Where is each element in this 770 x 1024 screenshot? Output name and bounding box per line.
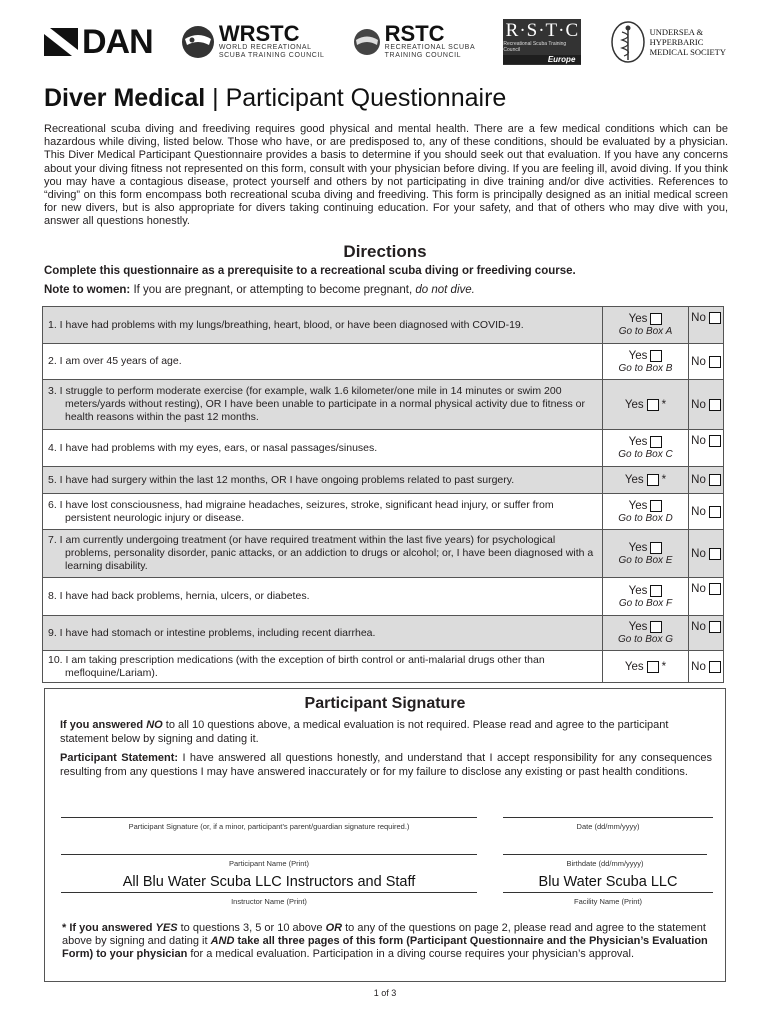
yes-checkbox-q8[interactable] bbox=[650, 585, 662, 597]
uhms-line-3: MEDICAL SOCIETY bbox=[649, 47, 726, 57]
goto-box: Go to Box A bbox=[618, 326, 673, 337]
yes-checkbox-q4[interactable] bbox=[650, 436, 662, 448]
dive-flag-icon bbox=[44, 28, 78, 56]
question-row-8 bbox=[43, 578, 724, 616]
uhms-caduceus-icon bbox=[610, 20, 646, 64]
yes-checkbox-q1[interactable] bbox=[650, 313, 662, 325]
facility-name-line bbox=[503, 892, 713, 893]
goto-box: Go to Box F bbox=[618, 597, 673, 609]
no-checkbox-q7[interactable] bbox=[709, 548, 721, 560]
birthdate-line[interactable] bbox=[503, 854, 707, 855]
no-cell: No bbox=[689, 380, 724, 430]
participant-statement: Participant Statement: I have answered all questions honestly, and understand that I accept responsibility for any consequences resulting from any questions I may have answered inaccurately or for my failure to disclose any existing or past health conditions. bbox=[60, 752, 712, 778]
no-cell: No bbox=[689, 530, 724, 578]
page-number: 1 of 3 bbox=[373, 988, 397, 998]
globe-icon bbox=[353, 28, 381, 56]
dan-logo bbox=[44, 23, 153, 62]
question-text: 3. I struggle to perform moderate exercise (for example, walk 1.6 kilometer/one mile in 14 minutes or swim 200 meters/yards without resting), OR I have been unable to participate in a normal physical activity due to fitness or health reasons within the past 12 months. bbox=[43, 380, 603, 430]
footnote: * If you answered YES to questions 3, 5 or 10 above OR to any of the questions on page 2, please read and agree to the statement above by signing and dating it AND take all three pages of this form (Participant Questionnaire and the Physician’s Evaluation Form) to your physician for a medical evaluation. Participation in a diving course requires your physician’s approval. bbox=[62, 922, 708, 960]
participant-signature-caption: Participant Signature (or, if a minor, participant’s parent/guardian signature required.) bbox=[128, 822, 410, 831]
question-row-9 bbox=[43, 616, 724, 651]
yes-cell: Yes * bbox=[603, 380, 689, 430]
wrstc-name: WRSTC bbox=[218, 21, 300, 46]
rstc-europe-logo bbox=[503, 19, 581, 65]
note-to-women: Note to women: If you are pregnant, or attempting to become pregnant, do not dive. bbox=[44, 284, 475, 296]
page-title: Diver Medical | Participant Questionnaire bbox=[44, 84, 507, 112]
wrstc-logo bbox=[181, 21, 325, 60]
yes-cell: Yes Go to Box D bbox=[603, 494, 689, 530]
yes-cell: Yes Go to Box F bbox=[603, 578, 689, 616]
participant-name-caption: Participant Name (Print) bbox=[228, 859, 310, 868]
rstc-europe-subtitle: Recreational Scuba Training Council bbox=[503, 40, 567, 53]
goto-box: Go to Box B bbox=[618, 362, 673, 374]
question-text: 5. I have had surgery within the last 12 months, OR I have ongoing problems related to past surgery. bbox=[43, 467, 603, 494]
question-row-2 bbox=[43, 344, 724, 380]
no-checkbox-q4[interactable] bbox=[709, 435, 721, 447]
uhms-line-2: HYPERBARIC bbox=[649, 37, 704, 47]
intro-paragraph: Recreational scuba diving and freediving requires good physical and mental health. There are a few medical conditions which can be hazardous while diving, listed below. Those who have, or are predisposed to, any of these conditions, should be evaluated by a physician. This Diver Medical Participant Questionnaire provides a basis to determine if you should seek out that evaluation. If you have any concerns about your diving fitness not represented on this form, consult with your physician before diving. If you are feeling ill, avoid diving. If you think you may have a contagious disease, protect yourself and others by not participating in dive training and/or dive activities. References to “diving” on this form encompass both recreational scuba diving and freediving. This form is principally designed as an initial medical screen for new divers, but is also appropriate for divers taking continuing education. For your safety, and that of others who may dive with you, answer all questions honestly. bbox=[44, 123, 728, 228]
question-text: 8. I have had back problems, hernia, ulcers, or diabetes. bbox=[43, 578, 603, 616]
question-row-4 bbox=[43, 430, 724, 467]
questions-table bbox=[42, 306, 724, 683]
date-caption: Date (dd/mm/yyyy) bbox=[576, 822, 640, 831]
no-cell: No bbox=[689, 578, 724, 616]
birthdate-caption: Birthdate (dd/mm/yyyy) bbox=[566, 859, 644, 868]
yes-checkbox-q5[interactable] bbox=[647, 474, 659, 486]
question-row-10 bbox=[43, 651, 724, 683]
no-cell: No bbox=[689, 430, 724, 467]
no-checkbox-q9[interactable] bbox=[709, 621, 721, 633]
yes-checkbox-q6[interactable] bbox=[650, 500, 662, 512]
date-line[interactable] bbox=[503, 817, 713, 818]
yes-checkbox-q10[interactable] bbox=[647, 661, 659, 673]
globe-diver-icon bbox=[181, 25, 215, 59]
uhms-logo bbox=[610, 20, 726, 64]
no-checkbox-q8[interactable] bbox=[709, 583, 721, 595]
question-text: 2. I am over 45 years of age. bbox=[43, 344, 603, 380]
rstc-europe-region: Europe bbox=[503, 55, 581, 64]
yes-cell: Yes Go to Box G bbox=[603, 616, 689, 651]
question-row-6 bbox=[43, 494, 724, 530]
signature-instruction: If you answered NO to all 10 questions above, a medical evaluation is not required. Please read and agree to the participant statement below by signing and dating it. bbox=[60, 719, 669, 745]
participant-signature-line[interactable] bbox=[61, 817, 477, 818]
logo-bar bbox=[44, 12, 726, 72]
yes-cell: Yes Go to Box A bbox=[603, 307, 689, 344]
dan-logo-text: DAN bbox=[82, 22, 153, 61]
question-text: 1. I have had problems with my lungs/breathing, heart, blood, or have been diagnosed with COVID-19. bbox=[43, 307, 603, 344]
no-checkbox-q3[interactable] bbox=[709, 399, 721, 411]
directions-heading: Directions bbox=[343, 242, 427, 261]
question-text: 10. I am taking prescription medications (with the exception of birth control or anti-malarial drugs other than mefloquine/Lariam). bbox=[43, 651, 603, 683]
no-checkbox-q6[interactable] bbox=[709, 506, 721, 518]
question-text: 7. I am currently undergoing treatment (or have required treatment within the last five years) for psychological problems, personality disorder, panic attacks, or an addiction to drugs or alcohol; or, I have been diagnosed with a learning disability. bbox=[43, 530, 603, 578]
facility-name-caption: Facility Name (Print) bbox=[574, 897, 642, 906]
yes-checkbox-q9[interactable] bbox=[650, 621, 662, 633]
question-text: 4. I have had problems with my eyes, ears, or nasal passages/sinuses. bbox=[43, 430, 603, 467]
participant-name-line[interactable] bbox=[61, 854, 477, 855]
facility-name-value[interactable]: Blu Water Scuba LLC bbox=[538, 874, 678, 890]
yes-cell: Yes * bbox=[603, 651, 689, 683]
yes-cell: Yes Go to Box B bbox=[603, 344, 689, 380]
instructor-name-value[interactable]: All Blu Water Scuba LLC Instructors and Staff bbox=[122, 874, 416, 890]
goto-box: Go to Box C bbox=[618, 449, 673, 460]
question-text: 9. I have had stomach or intestine problems, including recent diarrhea. bbox=[43, 616, 603, 651]
wrstc-subtitle-2: SCUBA TRAINING COUNCIL bbox=[218, 52, 325, 59]
no-cell: No bbox=[689, 344, 724, 380]
question-row-1 bbox=[43, 307, 724, 344]
no-checkbox-q5[interactable] bbox=[709, 474, 721, 486]
yes-checkbox-q2[interactable] bbox=[650, 350, 662, 362]
yes-checkbox-q3[interactable] bbox=[647, 399, 659, 411]
question-row-5 bbox=[43, 467, 724, 494]
question-row-3 bbox=[43, 380, 724, 430]
rstc-logo bbox=[353, 21, 476, 60]
goto-box: Go to Box G bbox=[617, 634, 674, 645]
no-cell: No bbox=[689, 651, 724, 683]
no-checkbox-q1[interactable] bbox=[709, 312, 721, 324]
no-checkbox-q2[interactable] bbox=[709, 356, 721, 368]
uhms-line-1: UNDERSEA & bbox=[649, 27, 704, 37]
directions-instruction: Complete this questionnaire as a prerequisite to a recreational scuba diving or freediving course. bbox=[44, 265, 576, 277]
goto-box: Go to Box D bbox=[618, 512, 673, 524]
instructor-name-caption: Instructor Name (Print) bbox=[231, 897, 307, 906]
no-checkbox-q10[interactable] bbox=[709, 661, 721, 673]
no-cell: No bbox=[689, 616, 724, 651]
wrstc-subtitle-1: WORLD RECREATIONAL bbox=[218, 44, 312, 51]
yes-checkbox-q7[interactable] bbox=[650, 542, 662, 554]
rstc-europe-title: R·S·T·C bbox=[505, 19, 580, 41]
question-row-7 bbox=[43, 530, 724, 578]
signature-heading: Participant Signature bbox=[304, 695, 466, 712]
no-cell: No bbox=[689, 494, 724, 530]
rstc-subtitle-1: RECREATIONAL SCUBA bbox=[384, 44, 476, 51]
rstc-subtitle-2: TRAINING COUNCIL bbox=[384, 52, 462, 59]
no-cell: No bbox=[689, 467, 724, 494]
yes-cell: Yes Go to Box E bbox=[603, 530, 689, 578]
rstc-name: RSTC bbox=[384, 21, 445, 46]
instructor-name-line bbox=[61, 892, 477, 893]
yes-cell: Yes * bbox=[603, 467, 689, 494]
no-cell: No bbox=[689, 307, 724, 344]
goto-box: Go to Box E bbox=[618, 554, 673, 566]
question-text: 6. I have lost consciousness, had migraine headaches, seizures, stroke, significant head injury, or suffer from persistent neurologic injury or disease. bbox=[43, 494, 603, 530]
yes-cell: Yes Go to Box C bbox=[603, 430, 689, 467]
